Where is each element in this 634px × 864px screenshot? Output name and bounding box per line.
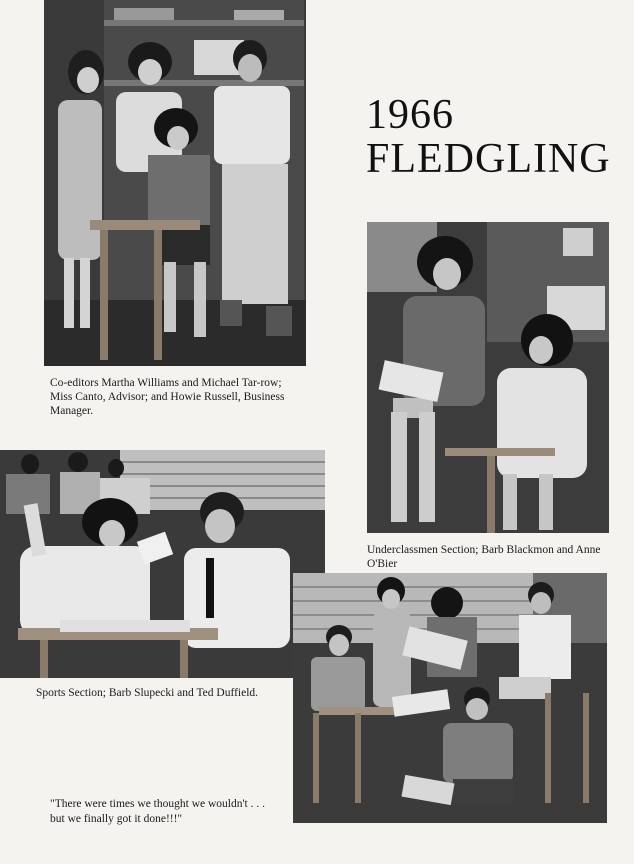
photo-underclassmen-section (367, 222, 609, 533)
photo-underclassmen-graphic (367, 222, 609, 533)
title-name: FLEDGLING (366, 136, 611, 182)
caption-sports: Sports Section; Barb Slupecki and Ted Duffield. (36, 687, 259, 699)
photo-editors-group (44, 0, 306, 366)
photo-sports-graphic (0, 450, 325, 678)
quote-text: "There were times we thought we wouldn't . . . but we finally got it done!!!" (50, 798, 265, 825)
caption-editors: Co-editors Martha Williams and Michael Tar-row; Miss Canto, Advisor; and Howie Russell, Business Manager. (50, 377, 285, 417)
photo-staff-working (293, 573, 607, 823)
photo-staff-graphic (293, 573, 607, 823)
title-year: 1966 (366, 92, 454, 138)
photo-editors-graphic (44, 0, 306, 366)
photo-sports-section (0, 450, 325, 678)
caption-underclassmen: Underclassmen Section; Barb Blackmon and Anne O'Bier (367, 544, 601, 570)
yearbook-title (366, 94, 626, 180)
